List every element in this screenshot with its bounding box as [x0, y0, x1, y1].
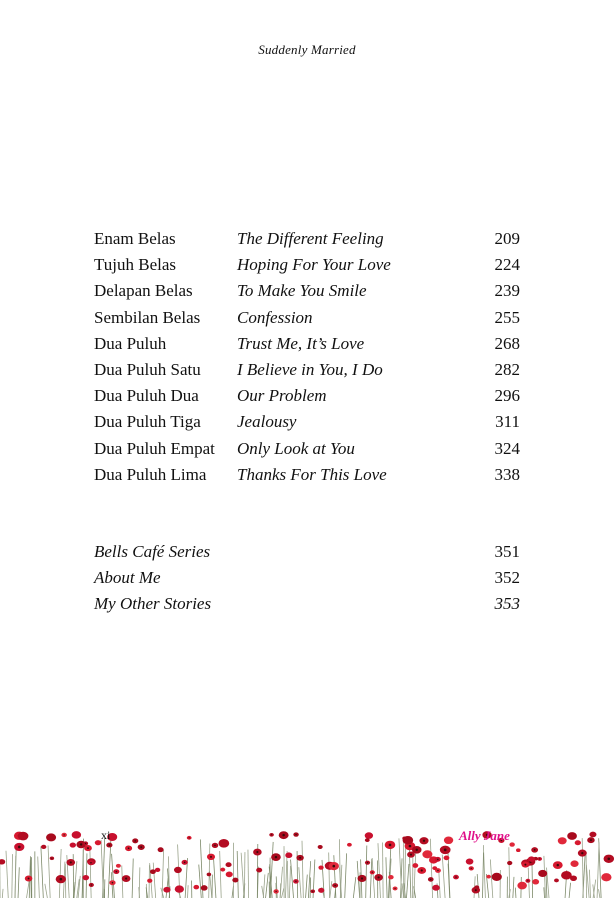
toc-page-number: 224 — [494, 255, 520, 275]
flower-stem — [353, 877, 355, 898]
flower-stem — [589, 870, 590, 898]
flower-stem — [439, 871, 440, 898]
flower-stem — [112, 854, 115, 898]
poppy-center — [557, 864, 559, 866]
poppy-center — [444, 849, 447, 852]
flower-stem — [248, 850, 249, 898]
flower-stem — [406, 864, 408, 898]
poppy-bloom — [175, 885, 184, 892]
poppy-bloom — [220, 868, 225, 872]
flower-stem — [448, 846, 450, 898]
poppy-bloom — [116, 864, 121, 868]
poppy-bloom — [347, 843, 352, 847]
poppy-center — [416, 849, 418, 851]
flower-stem — [291, 860, 294, 898]
poppy-center — [299, 857, 301, 859]
flower-stem — [378, 843, 380, 898]
back-matter-entry — [94, 539, 524, 565]
poppy-center — [275, 891, 276, 892]
flower-stem — [370, 859, 372, 898]
poppy-center — [312, 891, 313, 892]
flower-stem — [386, 857, 387, 898]
poppy-center — [409, 845, 412, 848]
poppy-bloom — [444, 856, 450, 861]
poppy-bloom — [72, 831, 81, 839]
poppy-bloom — [516, 848, 521, 852]
poppy-bloom — [226, 872, 233, 878]
table-of-contents — [94, 226, 524, 488]
poppy-bloom — [432, 866, 437, 870]
poppy-center — [63, 834, 64, 835]
flower-stem — [306, 875, 308, 898]
poppy-bloom — [538, 870, 547, 877]
poppy-bloom — [163, 887, 170, 893]
red-poppy-flowers-border-icon — [0, 820, 614, 898]
back-matter-list — [94, 539, 524, 618]
toc-entry — [94, 409, 524, 435]
poppy-center — [70, 861, 72, 863]
toc-entry — [94, 383, 524, 409]
flower-stem — [38, 856, 40, 898]
poppy-center — [271, 834, 272, 835]
poppy-bloom — [403, 836, 414, 844]
poppy-bloom — [486, 875, 491, 879]
toc-chapter-number: Dua Puluh Tiga — [94, 412, 201, 432]
poppy-center — [295, 881, 296, 882]
flower-stem — [287, 861, 288, 898]
flower-stem — [302, 841, 303, 898]
poppy-center — [437, 859, 439, 861]
poppy-bloom — [412, 863, 418, 868]
flower-stem — [509, 847, 510, 898]
flower-stem — [209, 843, 210, 898]
toc-chapter-number: Enam Belas — [94, 229, 176, 248]
poppy-bloom — [318, 866, 323, 870]
poppy-bloom — [193, 885, 199, 890]
poppy-bloom — [18, 832, 29, 841]
toc-chapter-title: Jealousy — [237, 412, 297, 432]
poppy-center — [455, 876, 456, 877]
toc-page-number: 296 — [494, 386, 520, 406]
flower-stem — [528, 868, 529, 898]
flower-stem — [383, 842, 384, 898]
back-matter-entry — [94, 591, 524, 617]
flower-stem — [220, 851, 222, 898]
flower-stem — [188, 885, 189, 898]
poppy-center — [378, 876, 380, 878]
flower-stem — [513, 877, 514, 898]
poppy-center — [539, 858, 540, 859]
flower-stem — [2, 889, 3, 898]
poppy-bloom — [507, 861, 512, 865]
toc-page-number: 324 — [494, 438, 520, 458]
flower-stem — [285, 851, 287, 898]
poppy-bloom — [218, 839, 229, 848]
flower-stem — [372, 858, 374, 898]
poppy-center — [430, 879, 431, 880]
flower-stem — [6, 851, 8, 898]
poppy-center — [361, 877, 363, 879]
flower-stem — [442, 855, 445, 898]
toc-chapter-number: Delapan Belas — [94, 281, 193, 301]
poppy-bloom — [575, 840, 581, 845]
toc-entry — [94, 305, 524, 331]
toc-entry — [94, 226, 524, 252]
toc-chapter-number: Sembilan Belas — [94, 307, 201, 327]
toc-entry — [94, 462, 524, 488]
poppy-center — [367, 862, 368, 863]
poppy-center — [423, 840, 425, 842]
poppy-bloom — [174, 867, 182, 873]
toc-chapter-title: To Make You Smile — [237, 281, 367, 301]
flower-stem — [162, 850, 163, 898]
toc-chapter-title: Only Look at You — [237, 438, 355, 458]
toc-entry — [94, 357, 524, 383]
poppy-bloom — [207, 873, 212, 877]
poppy-center — [475, 889, 477, 891]
poppy-bloom — [554, 879, 559, 883]
toc-page-number: 282 — [494, 359, 520, 379]
poppy-bloom — [466, 858, 474, 864]
back-matter-entry — [94, 565, 524, 591]
toc-chapter-title: Trust Me, It’s Love — [237, 333, 365, 353]
flower-stem — [18, 867, 19, 898]
poppy-bloom — [318, 888, 324, 893]
poppy-center — [389, 844, 392, 847]
flower-stem — [544, 887, 545, 898]
poppy-bloom — [365, 838, 370, 842]
back-matter-title: About Me — [94, 568, 161, 588]
poppy-center — [125, 877, 127, 879]
flower-stem — [546, 873, 547, 898]
poppy-center — [128, 847, 130, 849]
toc-chapter-title: Confession — [237, 307, 313, 327]
poppy-center — [116, 871, 118, 873]
back-matter-title: My Other Stories — [94, 594, 212, 614]
flower-stem — [405, 846, 406, 898]
poppy-center — [410, 854, 412, 856]
poppy-center — [256, 851, 258, 853]
poppy-bloom — [558, 837, 567, 844]
poppy-bloom — [561, 871, 572, 880]
poppy-bloom — [82, 875, 89, 880]
flower-stem — [48, 845, 50, 898]
flower-stem — [237, 851, 238, 898]
poppy-center — [332, 865, 335, 868]
toc-entry — [94, 436, 524, 462]
poppy-center — [91, 884, 92, 885]
toc-page-number: 239 — [494, 281, 520, 301]
flower-stem — [74, 861, 77, 898]
toc-entry — [94, 252, 524, 278]
poppy-center — [189, 837, 190, 838]
toc-chapter-number: Dua Puluh — [94, 333, 167, 353]
poppy-bloom — [201, 885, 208, 890]
flower-stem — [335, 889, 336, 898]
poppy-center — [372, 872, 373, 873]
poppy-bloom — [517, 882, 527, 890]
flower-stem — [366, 845, 367, 898]
poppy-bloom — [601, 873, 611, 881]
poppy-center — [524, 864, 526, 866]
toc-chapter-number: Dua Puluh Dua — [94, 386, 199, 406]
poppy-bloom — [532, 879, 539, 884]
flower-stem — [90, 847, 91, 898]
poppy-bloom — [567, 832, 577, 840]
toc-page-number: 209 — [494, 229, 520, 248]
poppy-center — [394, 888, 395, 889]
poppy-center — [590, 839, 592, 841]
poppy-bloom — [147, 879, 152, 883]
poppy-center — [51, 858, 52, 859]
poppy-center — [295, 834, 296, 835]
poppy-bloom — [432, 885, 439, 891]
poppy-bloom — [570, 860, 578, 867]
poppy-center — [85, 843, 86, 844]
poppy-center — [140, 846, 142, 848]
toc-chapter-title: Hoping For Your Love — [237, 255, 391, 275]
poppy-bloom — [232, 878, 238, 883]
flower-stem — [515, 888, 516, 898]
toc-page-number: 255 — [494, 307, 520, 327]
poppy-bloom — [509, 842, 514, 846]
poppy-bloom — [285, 852, 292, 858]
back-matter-title: Bells Café Series — [94, 542, 211, 561]
poppy-center — [421, 869, 423, 871]
running-header: Suddenly Married — [258, 42, 356, 57]
poppy-center — [437, 870, 438, 871]
poppy-bloom — [0, 859, 5, 864]
poppy-bloom — [444, 837, 453, 844]
flower-stem — [122, 865, 123, 898]
poppy-bloom — [256, 868, 262, 873]
poppy-center — [109, 844, 111, 846]
poppy-bloom — [365, 832, 373, 839]
toc-chapter-title: Thanks For This Love — [237, 464, 387, 484]
poppy-bloom — [492, 873, 502, 881]
flower-stem — [241, 853, 244, 898]
flower-stem — [599, 889, 600, 898]
poppy-center — [471, 868, 472, 869]
toc-chapter-title: Our Problem — [237, 386, 327, 406]
page-number: xi — [101, 828, 111, 842]
poppy-bloom — [158, 847, 164, 852]
flower-stem — [281, 888, 283, 898]
poppy-center — [90, 862, 92, 864]
poppy-center — [112, 882, 114, 884]
flower-stem — [430, 839, 432, 898]
toc-chapter-title: I Believe in You, I Do — [237, 359, 383, 379]
poppy-center — [80, 843, 82, 845]
poppy-center — [607, 857, 610, 860]
poppy-center — [282, 834, 284, 836]
poppy-center — [18, 846, 21, 849]
poppy-center — [334, 885, 335, 886]
poppy-bloom — [388, 875, 394, 879]
poppy-bloom — [226, 862, 232, 867]
poppy-center — [60, 878, 63, 881]
toc-entry — [94, 331, 524, 357]
toc-chapter-number: Tujuh Belas — [94, 255, 177, 275]
flower-stem — [569, 883, 570, 898]
flower-stem — [345, 853, 347, 898]
flower-stem — [153, 863, 155, 898]
poppy-center — [134, 840, 136, 842]
author-name: Ally Jane — [459, 828, 510, 843]
toc-page-number: 338 — [494, 464, 520, 484]
poppy-center — [275, 856, 277, 858]
poppy-bloom — [528, 856, 535, 862]
poppy-center — [214, 845, 216, 847]
flower-stem — [329, 853, 330, 898]
flower-stem — [280, 867, 282, 898]
flower-stem — [41, 846, 43, 898]
flower-stem — [263, 874, 265, 898]
flower-stem — [199, 865, 202, 898]
toc-page-number: 311 — [495, 412, 520, 432]
poppy-bloom — [70, 842, 76, 847]
flower-stem — [330, 881, 332, 898]
flower-stem — [45, 884, 48, 898]
back-matter-page: 353 — [494, 594, 520, 614]
toc-chapter-number: Dua Puluh Lima — [94, 464, 207, 484]
toc-page-number: 268 — [494, 333, 520, 353]
poppy-bloom — [46, 833, 56, 841]
back-matter-page: 351 — [494, 542, 520, 561]
flower-stem — [12, 854, 13, 898]
flower-stem — [582, 838, 583, 898]
flower-stem — [108, 841, 111, 898]
poppy-bloom — [589, 832, 596, 838]
flower-stem — [483, 853, 484, 898]
poppy-bloom — [318, 845, 323, 849]
poppy-bloom — [150, 869, 156, 874]
poppy-center — [184, 862, 186, 864]
poppy-bloom — [41, 845, 46, 849]
toc-chapter-number: Dua Puluh Satu — [94, 359, 201, 379]
poppy-center — [87, 847, 89, 849]
flower-stem — [132, 858, 133, 898]
flower-stem — [213, 856, 216, 898]
toc-entry — [94, 278, 524, 304]
poppy-center — [534, 849, 536, 851]
flower-stem — [59, 849, 61, 898]
poppy-center — [581, 852, 583, 854]
poppy-center — [28, 878, 30, 880]
flower-stem — [266, 873, 269, 898]
flower-stem — [299, 867, 301, 898]
flower-stem — [289, 866, 290, 898]
flower-stem — [244, 852, 245, 898]
poppy-center — [210, 856, 212, 858]
poppy-center — [527, 880, 528, 881]
back-matter-page: 352 — [494, 568, 520, 588]
poppy-bloom — [474, 885, 479, 889]
toc-chapter-title: The Different Feeling — [237, 229, 384, 248]
toc-chapter-number: Dua Puluh Empat — [94, 438, 215, 458]
